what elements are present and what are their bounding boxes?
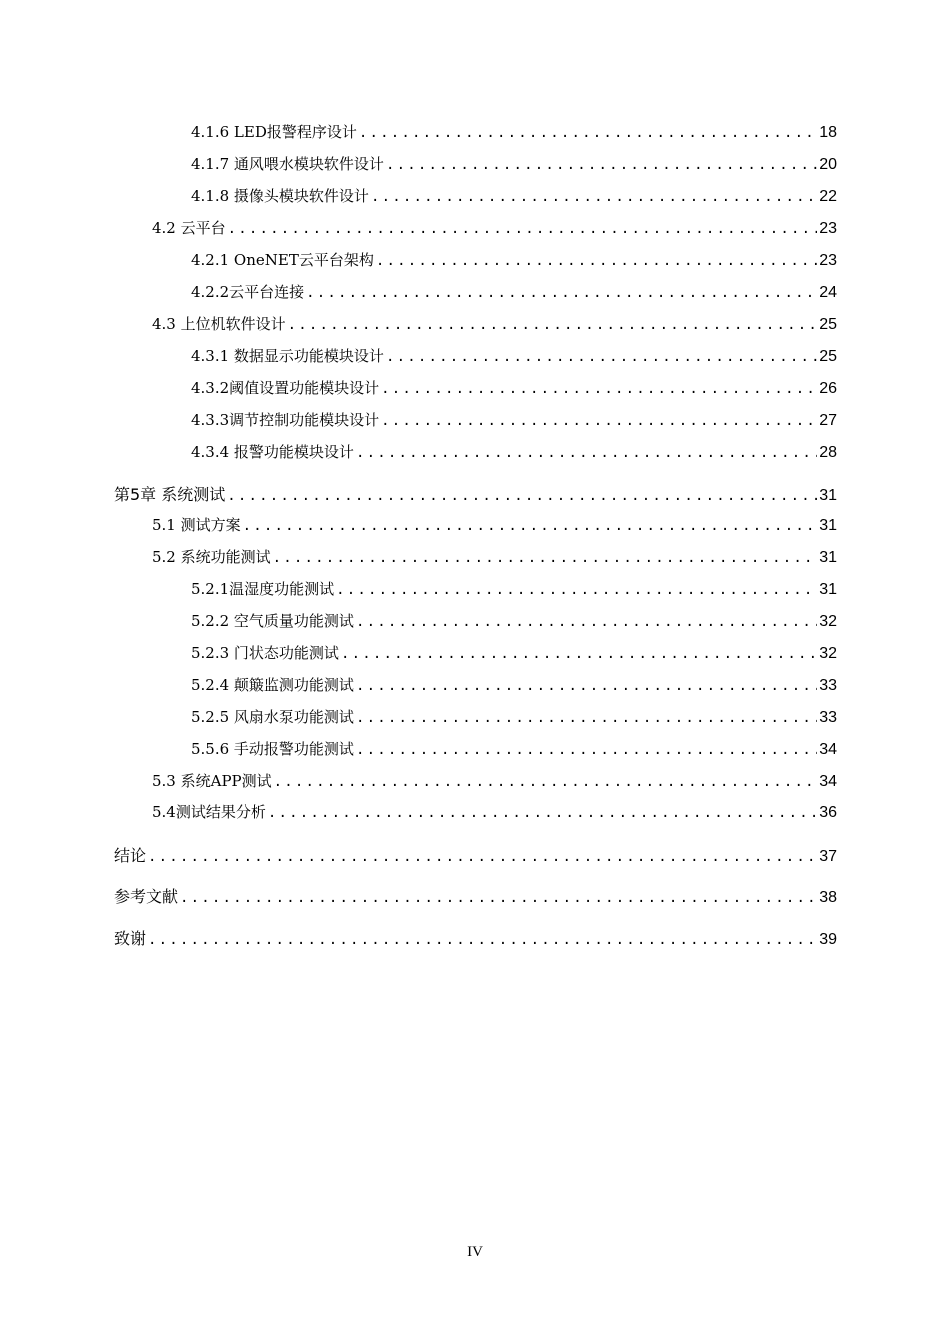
toc-entry-label: 5.1 测试方案	[152, 516, 241, 534]
toc-entry[interactable]	[191, 185, 837, 207]
toc-entry[interactable]	[152, 514, 837, 536]
toc-entry-chapter[interactable]	[114, 482, 837, 504]
toc-leader	[243, 518, 818, 534]
toc-entry-label: 4.3.2阈值设置功能模块设计	[191, 379, 380, 397]
toc-entry-label: 4.2 云平台	[152, 219, 226, 237]
toc-page-number: 34	[819, 773, 837, 790]
toc-entry-label: 5.2.5 风扇水泵功能测试	[191, 708, 354, 726]
toc-entry[interactable]	[191, 578, 837, 600]
toc-page-number: 31	[819, 487, 837, 504]
toc-leader	[228, 221, 818, 237]
toc-entry-label: 5.2.1温湿度功能测试	[191, 580, 335, 598]
toc-leader	[356, 742, 817, 758]
toc-leader	[148, 932, 817, 948]
toc-entry[interactable]	[191, 642, 837, 664]
toc-entry[interactable]	[191, 121, 837, 143]
toc-page-number: 33	[819, 677, 837, 694]
toc-leader	[336, 582, 817, 598]
toc-page-number: 32	[819, 613, 837, 630]
toc-entry[interactable]	[152, 801, 837, 823]
toc-leader	[288, 317, 818, 333]
toc-page-number: 26	[819, 380, 837, 397]
toc-entry[interactable]	[191, 409, 837, 431]
toc-entry[interactable]	[191, 738, 837, 760]
toc-entry[interactable]	[152, 313, 837, 335]
toc-leader	[371, 189, 817, 205]
toc-entry-label: 4.2.2云平台连接	[191, 283, 305, 301]
toc-leader	[381, 381, 817, 397]
toc-entry-chapter[interactable]	[114, 884, 837, 906]
toc-leader	[376, 253, 817, 269]
toc-leader	[359, 125, 817, 141]
toc-entry[interactable]	[191, 706, 837, 728]
toc-entry[interactable]	[152, 217, 837, 239]
toc-page-number: 31	[819, 549, 837, 566]
toc-leader	[227, 488, 817, 504]
toc-page-number: 24	[819, 284, 837, 301]
toc-leader	[386, 349, 817, 365]
toc-page-number: 34	[819, 741, 837, 758]
toc-entry[interactable]	[191, 249, 837, 271]
toc-leader	[341, 646, 817, 662]
page-footer-number: IV	[467, 1244, 483, 1260]
toc-leader	[356, 710, 817, 726]
toc-page-number: 23	[819, 220, 837, 237]
toc-page-number: 31	[819, 517, 837, 534]
toc-page-number: 25	[819, 348, 837, 365]
toc-entry-label: 4.3.3调节控制功能模块设计	[191, 411, 380, 429]
toc-page-number: 20	[819, 156, 837, 173]
toc-page-number: 33	[819, 709, 837, 726]
toc-entry[interactable]	[191, 345, 837, 367]
toc-leader	[148, 849, 817, 865]
toc-entry-label: 5.2.2 空气质量功能测试	[191, 612, 354, 630]
toc-entry-label: 5.3 系统APP测试	[152, 772, 272, 790]
toc-entry[interactable]	[191, 153, 837, 175]
toc-page-number: 22	[819, 188, 837, 205]
toc-page-number: 23	[819, 252, 837, 269]
toc-entry-label: 5.2 系统功能测试	[152, 548, 271, 566]
toc-entry-label: 5.2.3 门状态功能测试	[191, 644, 339, 662]
toc-leader	[306, 285, 817, 301]
toc-entry-label: 4.3.1 数据显示功能模块设计	[191, 347, 384, 365]
toc-entry-label: 4.1.8 摄像头模块软件设计	[191, 187, 369, 205]
toc-entry-label: 4.2.1 OneNET云平台架构	[191, 251, 374, 269]
toc-entry-label: 4.3.4 报警功能模块设计	[191, 443, 354, 461]
toc-leader	[273, 550, 818, 566]
toc-entry[interactable]	[191, 377, 837, 399]
toc-page-number: 18	[819, 124, 837, 141]
toc-page-number: 38	[819, 889, 837, 906]
toc-page-number: 37	[819, 848, 837, 865]
toc-entry-label: 4.3 上位机软件设计	[152, 315, 286, 333]
toc-entry[interactable]	[191, 441, 837, 463]
toc-entry-chapter[interactable]	[114, 926, 837, 948]
toc-entry-label: 参考文献	[114, 887, 179, 906]
toc-entry-label: 结论	[114, 846, 147, 865]
toc-entry[interactable]	[152, 770, 837, 792]
toc-leader	[356, 445, 817, 461]
toc-page-number: 25	[819, 316, 837, 333]
toc-page-number: 39	[819, 931, 837, 948]
toc-entry[interactable]	[191, 674, 837, 696]
toc-leader	[381, 413, 817, 429]
toc-entry-chapter[interactable]	[114, 843, 837, 865]
toc-entry-label: 第5章 系统测试	[114, 485, 226, 504]
toc-entry-label: 5.2.4 颠簸监测功能测试	[191, 676, 354, 694]
toc-page-number: 31	[819, 581, 837, 598]
toc-entry-label: 5.4测试结果分析	[152, 803, 266, 821]
toc-page-number: 28	[819, 444, 837, 461]
toc-entry[interactable]	[191, 281, 837, 303]
toc-leader	[356, 678, 817, 694]
toc-page-number: 32	[819, 645, 837, 662]
toc-leader	[356, 614, 817, 630]
toc-entry[interactable]	[152, 546, 837, 568]
toc-leader	[386, 157, 817, 173]
toc-leader	[180, 890, 817, 906]
toc-entry-label: 4.1.7 通风喂水模块软件设计	[191, 155, 384, 173]
toc-page-number: 36	[819, 804, 837, 821]
toc-entry-label: 致谢	[114, 929, 147, 948]
toc-entry-label: 4.1.6 LED报警程序设计	[191, 123, 357, 141]
toc-entry-label: 5.5.6 手动报警功能测试	[191, 740, 354, 758]
toc-leader	[268, 805, 817, 821]
toc-entry[interactable]	[191, 610, 837, 632]
toc-page-number: 27	[819, 412, 837, 429]
toc-leader	[274, 774, 818, 790]
